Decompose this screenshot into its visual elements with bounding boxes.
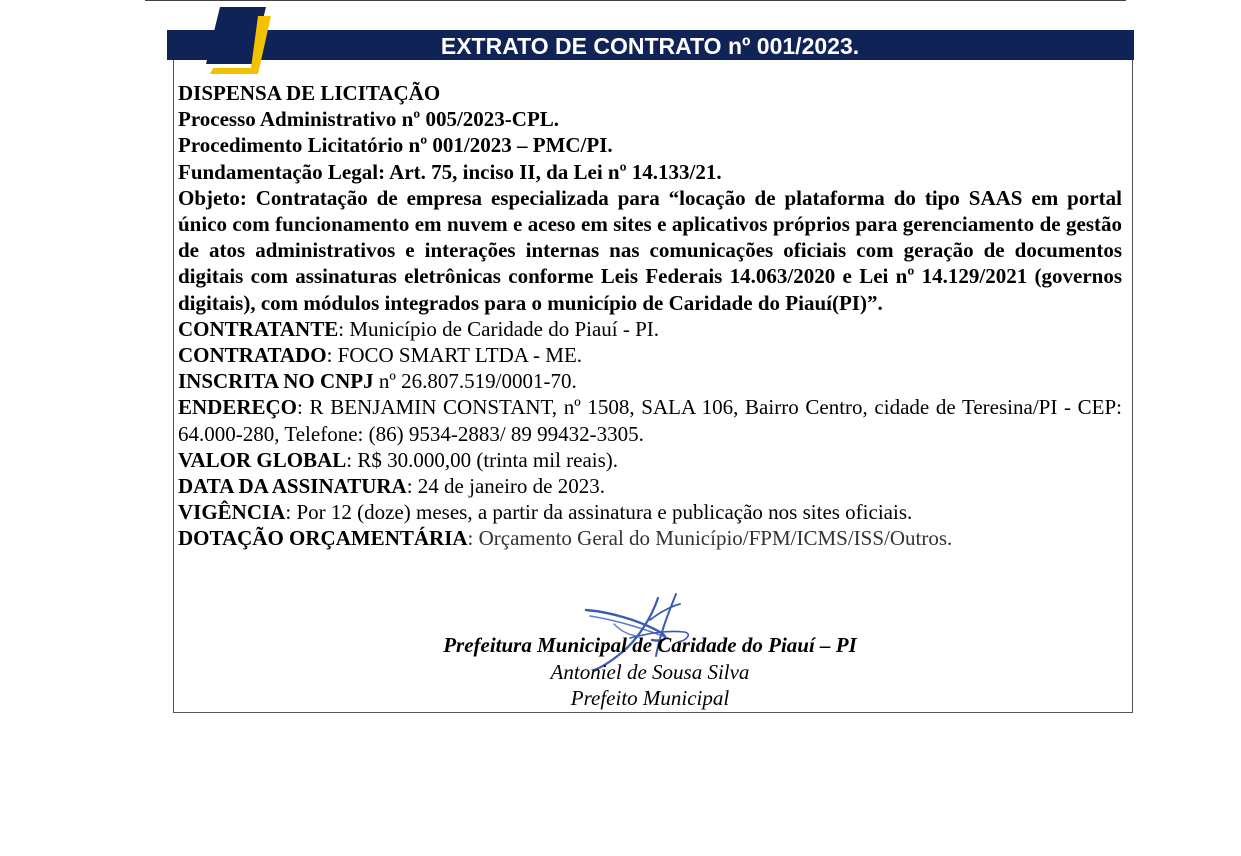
cnpj-label: INSCRITA NO CNPJ (178, 369, 374, 394)
cnpj-value: nº 26.807.519/0001-70. (373, 369, 577, 394)
fundamentacao-line: Fundamentação Legal: Art. 75, inciso II, da Lei nº 14.133/21. (178, 159, 722, 184)
signature-institution: Prefeitura Municipal de Caridade do Piauí – PI (443, 633, 857, 657)
dispensa-line: DISPENSA DE LICITAÇÃO (178, 81, 441, 105)
top-rule (145, 0, 1126, 1)
contratante-value: : Município de Caridade do Piauí - PI. (338, 316, 660, 341)
endereco-label: ENDEREÇO (178, 395, 298, 420)
contratante-label: CONTRATANTE (178, 316, 339, 341)
dotacao-label: DOTAÇÃO ORÇAMENTÁRIA (178, 526, 468, 551)
objeto-paragraph (178, 185, 1122, 316)
data-value: : 24 de janeiro de 2023. (406, 474, 605, 499)
signature-name: Antoniel de Sousa Silva (550, 659, 750, 684)
objeto-text: : Contratação de empresa especializada para “locação de plataforma do tipo SAAS em portal único com funcionamento em nuvem e aceso em sites e aplicativos próprios para gerenciamento de gestão de atos administrativos e interações internas nas comunicações oficiais com geração de documentos digitais com assinaturas eletrônicas conforme Leis Federais 14.063/2020 e Lei nº 14.129/2021 (governos digitais), com módulos integrados para o município de Caridade do Piauí(PI)”. (178, 185, 1122, 315)
contratante-line (178, 316, 1122, 342)
contract-body (178, 80, 1122, 552)
endereco-line (178, 394, 1122, 446)
dotacao-value: : Orçamento Geral do Município/FPM/ICMS/ISS/Outros. (467, 526, 953, 551)
valor-line (178, 447, 1122, 473)
objeto-label: Objeto (178, 185, 240, 210)
vigencia-label: VIGÊNCIA (178, 500, 286, 525)
signature-block (300, 632, 1000, 712)
contratado-label: CONTRATADO (178, 343, 327, 368)
data-line (178, 473, 1122, 499)
signature-role: Prefeito Municipal (570, 686, 730, 710)
data-label: DATA DA ASSINATURA (178, 474, 407, 499)
contratado-line (178, 342, 1122, 368)
valor-value: : R$ 30.000,00 (trinta mil reais). (346, 447, 619, 472)
contratado-value: : FOCO SMART LTDA - ME. (326, 343, 583, 368)
vigencia-line (178, 499, 1122, 525)
dotacao-line (178, 525, 1122, 551)
document-title: EXTRATO DE CONTRATO nº 001/2023. (440, 33, 860, 59)
procedimento-line: Procedimento Licitatório nº 001/2023 – PMC/PI. (178, 133, 613, 158)
processo-line: Processo Administrativo nº 005/2023-CPL. (178, 107, 560, 132)
endereco-value: : R BENJAMIN CONSTANT, nº 1508, SALA 106, Bairro Centro, cidade de Teresina/PI - CEP: 64.000-280, Telefone: (86) 9534-2883/ 89 99432-3305. (178, 395, 1122, 446)
vigencia-value: : Por 12 (doze) meses, a partir da assinatura e publicação nos sites oficiais. (285, 500, 913, 525)
cnpj-line (178, 368, 1122, 394)
valor-label: VALOR GLOBAL (178, 447, 347, 472)
